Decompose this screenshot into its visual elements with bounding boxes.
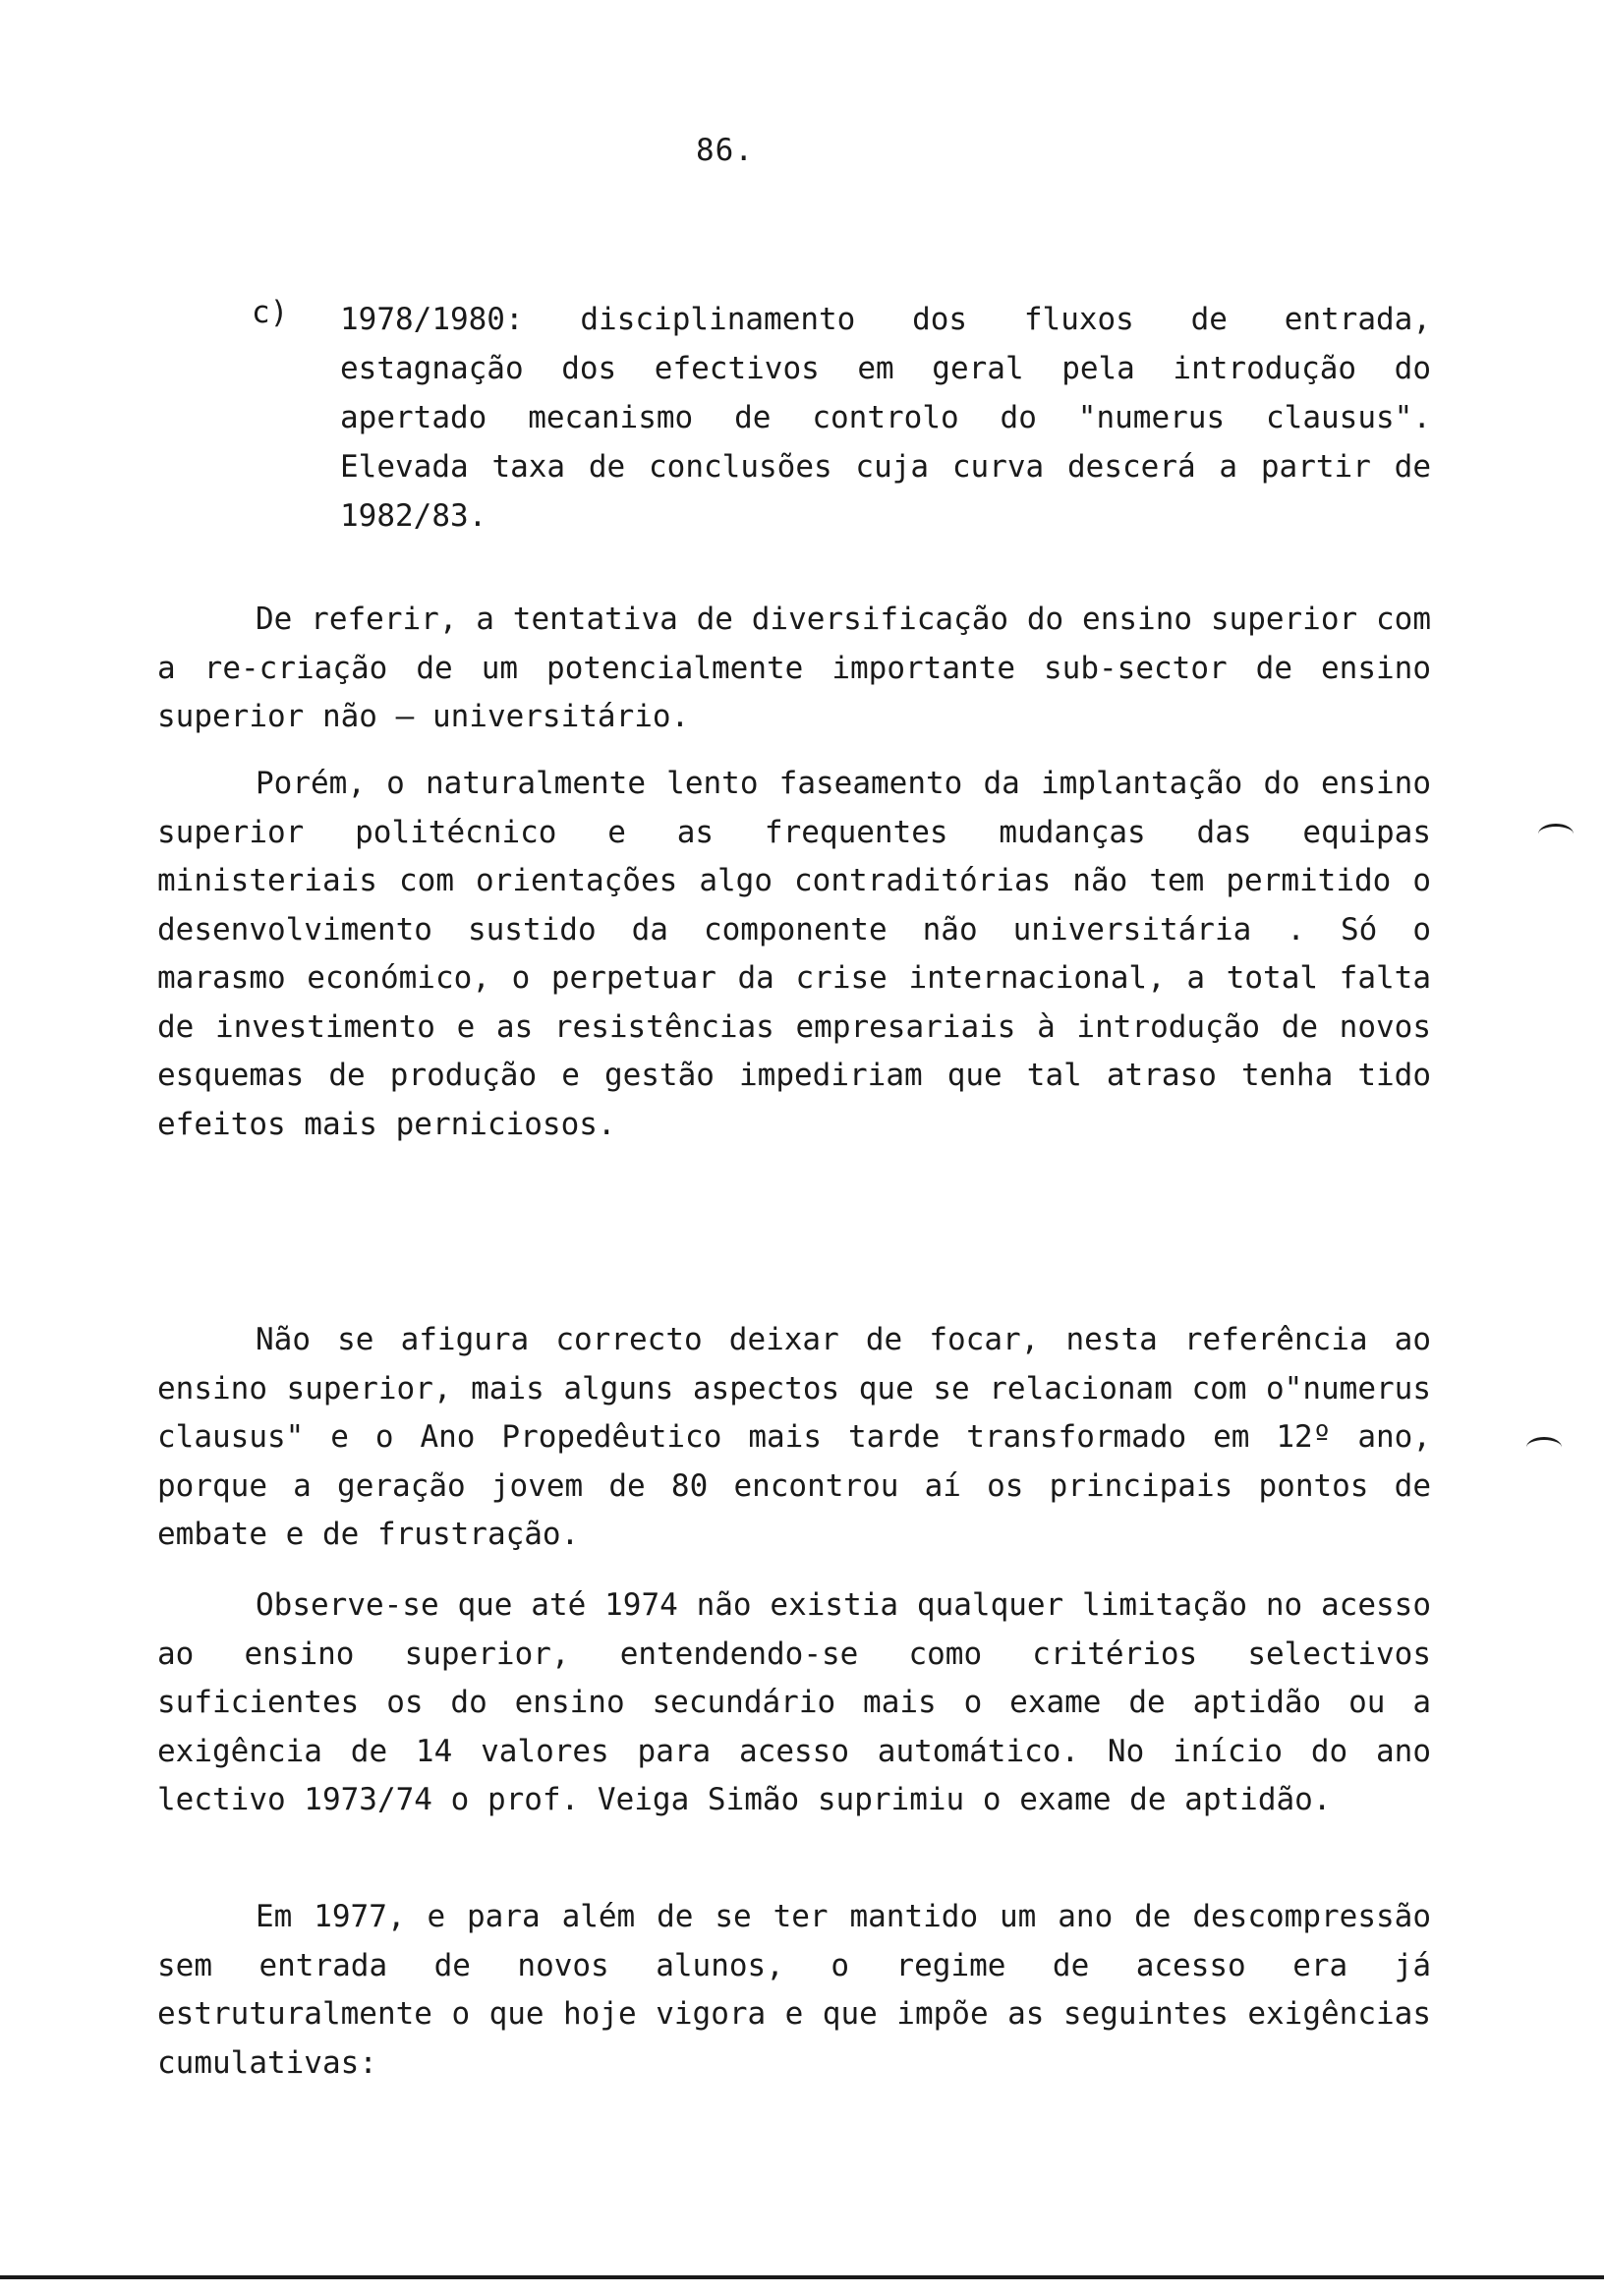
paragraph-numerus-clausus: Não se afigura correcto deixar de focar, nesta referência ao ensino superior, mais alguns aspectos que se relacionam com o"numerus clausus" e o Ano Propedêutico mais tarde transformado em 12º ano, porque a geração jovem de 80 encontrou aí os principais pontos de embate e de frustração.	[157, 1322, 1431, 1552]
paragraph-polytechnic: Porém, o naturalmente lento faseamento da implantação do ensino superior politécnico e as frequentes mudanças das equipas ministeriais com orientações algo contraditórias não tem permitido o desenvolvimento sustido da componente não universitária . Só o marasmo económico, o perpetuar da crise internacional, a total falta de investimento e as resistências empresariais à introdução de novos esquemas de produção e gestão impediriam que tal atraso tenha tido efeitos mais perniciosos.	[157, 766, 1431, 1142]
bottom-rule	[0, 2275, 1604, 2279]
list-item-label: c)	[252, 295, 289, 330]
list-item-text: 1978/1980: disciplinamento dos fluxos de entrada, estagnação dos efectivos em geral pela introdução do apertado mecanismo de controlo do "numerus clausus". Elevada taxa de conclusões cuja curva descerá a partir de 1982/83.	[340, 302, 1431, 534]
paragraph-diversification: De referir, a tentativa de diversificação do ensino superior com a re-criação de um potencialmente importante sub-sector de ensino superior não — universitário.	[157, 602, 1431, 734]
margin-mark	[1526, 1437, 1562, 1458]
paragraph-access-1974: Observe-se que até 1974 não existia qualquer limitação no acesso ao ensino superior, entendendo-se como critérios selectivos suficientes os do ensino secundário mais o exame de aptidão ou a exigência de 14 valores para acesso automático. No início do ano lectivo 1973/74 o prof. Veiga Simão suprimiu o exame de aptidão.	[157, 1587, 1431, 1817]
page-number: 86.	[696, 133, 754, 168]
margin-mark	[1538, 824, 1574, 844]
paragraph-access-1977: Em 1977, e para além de se ter mantido um ano de descompressão sem entrada de novos alunos, o regime de acesso era já estruturalmente o que hoje vigora e que impõe as seguintes exigências cumulativas:	[157, 1899, 1431, 2081]
